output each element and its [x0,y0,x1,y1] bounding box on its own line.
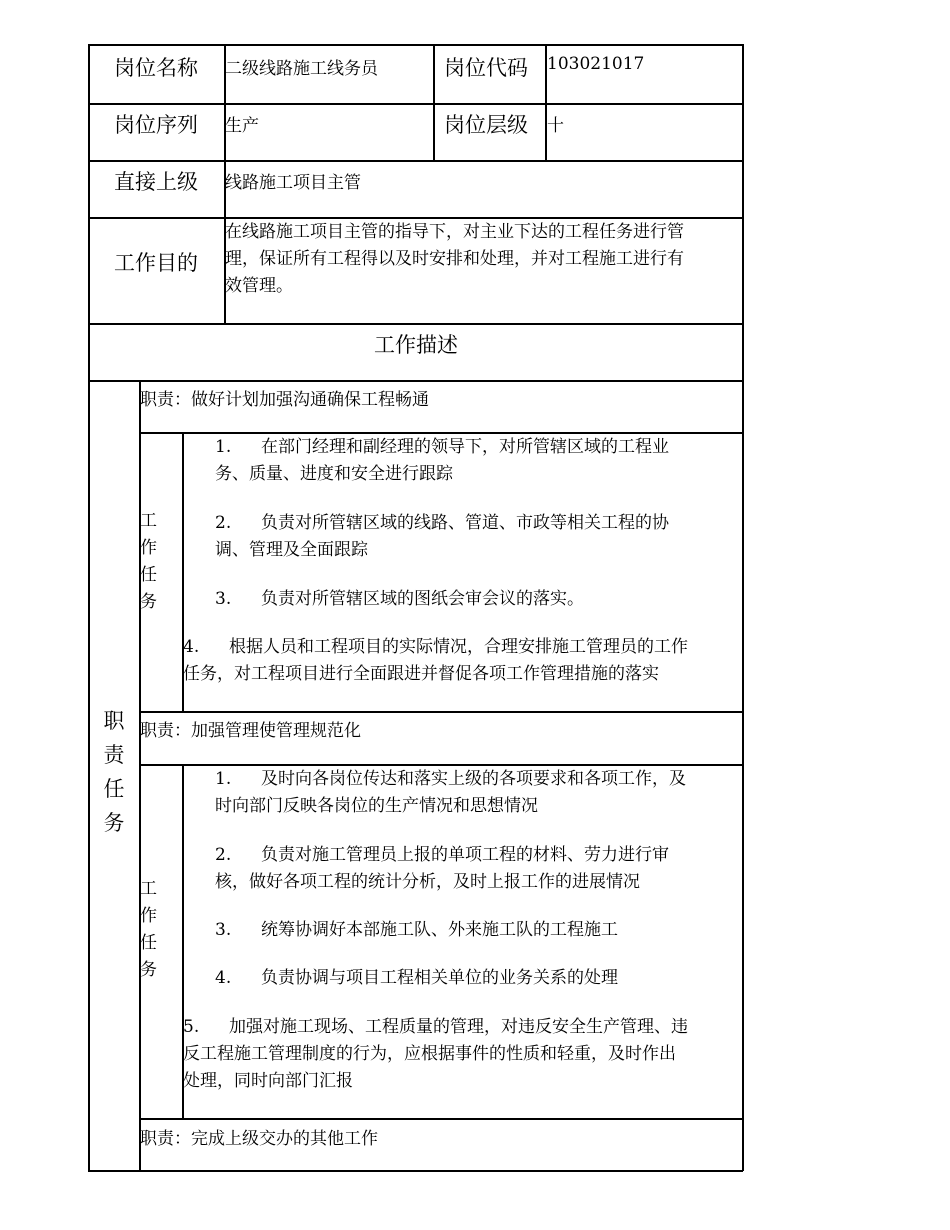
goal-line: 在线路施工项目主管的指导下，对主业下达的工程任务进行管 [225,222,684,242]
row-divider [88,160,743,162]
task-number: 5. [183,1017,200,1037]
duties-label-char: 任 [103,777,125,801]
task-label-char: 务 [140,592,157,612]
duty-title: 职责：做好计划加强沟通确保工程畅通 [140,390,429,410]
task-number: 4. [215,968,232,988]
duties-label-char: 责 [103,743,125,767]
sequence-label: 岗位序列 [114,113,198,137]
task-line: 负责对施工管理员上报的单项工程的材料、劳力进行审 [261,845,669,865]
task-item [215,917,618,944]
task-line: 处理，同时向部门汇报 [183,1071,353,1091]
border-right [742,44,744,1171]
task-number: 3. [215,589,232,609]
task-item [215,586,584,613]
goal-text [225,219,741,300]
work-task-label [140,508,160,616]
row-divider [139,711,743,713]
task-item [215,766,686,820]
task-line: 加强对施工现场、工程质量的管理，对违反安全生产管理、违 [229,1017,688,1037]
position-code-value: 103021017 [547,54,645,74]
col-divider [139,380,141,1171]
task-line: 务、质量、进度和安全进行跟踪 [215,464,453,484]
task-item [215,510,669,564]
task-item [215,965,618,992]
task-line: 调、管理及全面跟踪 [215,540,368,560]
task-line: 负责对所管辖区域的图纸会审会议的落实。 [261,589,584,609]
row-divider [88,323,743,325]
task-item [183,634,688,688]
task-line: 统筹协调好本部施工队、外来施工队的工程施工 [261,920,618,940]
description-title: 工作描述 [374,333,458,357]
task-line: 反工程施工管理制度的行为，应根据事件的性质和轻重，及时作出 [183,1044,676,1064]
goal-line: 效管理。 [225,276,293,296]
duties-label-char: 职 [103,709,125,733]
task-item [215,434,669,488]
task-line: 及时向各岗位传达和落实上级的各项要求和各项工作，及 [261,769,686,789]
goal-line: 理，保证所有工程得以及时安排和处理，并对工程施工进行有 [225,249,684,269]
task-line: 负责协调与项目工程相关单位的业务关系的处理 [261,968,618,988]
task-line: 任务，对工程项目进行全面跟进并督促各项工作管理措施的落实 [183,664,659,684]
duties-tasks-label [101,704,127,840]
row-divider [88,103,743,105]
row-divider [88,380,743,382]
supervisor-value: 线路施工项目主管 [225,173,361,193]
duty-title: 职责：完成上级交办的其他工作 [140,1129,378,1149]
border-left [88,44,90,1171]
task-number: 4. [183,637,200,657]
duties-label-char: 务 [103,811,125,835]
sequence-value: 生产 [225,116,259,136]
task-item [183,1014,688,1095]
task-number: 2. [215,845,232,865]
task-line: 时向部门反映各岗位的生产情况和思想情况 [215,796,538,816]
task-line: 根据人员和工程项目的实际情况，合理安排施工管理员的工作 [229,637,688,657]
task-line: 核，做好各项工程的统计分析，及时上报工作的进展情况 [215,872,640,892]
border-top [88,44,743,46]
task-label-char: 作 [140,538,157,558]
task-label-char: 任 [140,565,157,585]
work-task-label [140,876,160,984]
task-label-char: 作 [140,906,157,926]
row-divider [139,1118,743,1120]
duty-title: 职责：加强管理使管理规范化 [140,721,361,741]
goal-label: 工作目的 [114,251,198,275]
task-number: 1. [215,437,232,457]
col-divider [433,44,435,161]
task-number: 3. [215,920,232,940]
position-code-label: 岗位代码 [444,56,528,80]
task-line: 负责对所管辖区域的线路、管道、市政等相关工程的协 [261,513,669,533]
supervisor-label: 直接上级 [114,170,198,194]
border-bottom [88,1170,743,1172]
task-label-char: 务 [140,960,157,980]
task-item [215,842,669,896]
task-label-char: 工 [140,879,157,899]
task-label-char: 任 [140,933,157,953]
task-number: 2. [215,513,232,533]
level-value: 十 [547,116,564,136]
task-number: 1. [215,769,232,789]
position-name-value: 二级线路施工线务员 [225,59,378,79]
task-line: 在部门经理和副经理的领导下，对所管辖区域的工程业 [261,437,669,457]
level-label: 岗位层级 [444,113,528,137]
position-name-label: 岗位名称 [114,56,198,80]
task-label-char: 工 [140,511,157,531]
